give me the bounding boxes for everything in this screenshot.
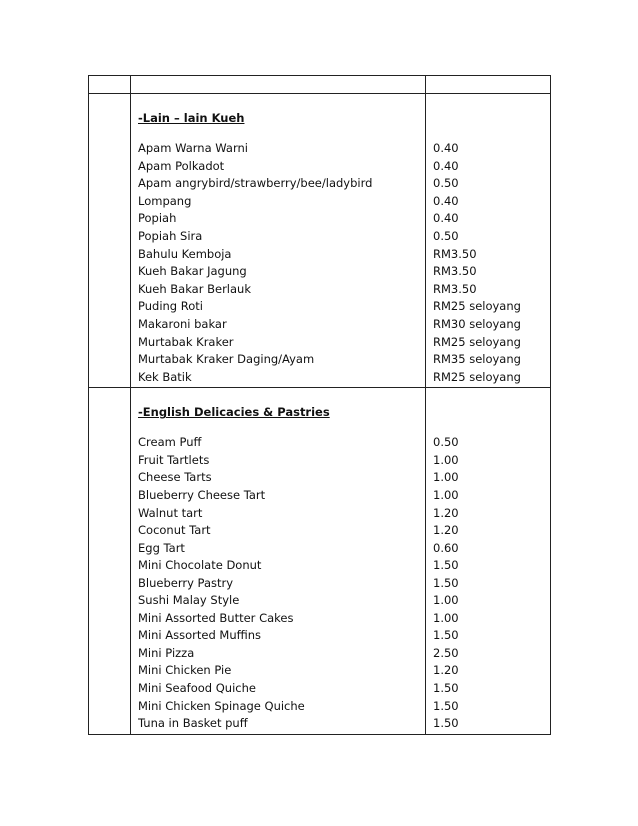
section-title: -Lain – lain Kueh [138, 111, 245, 125]
item-name: Coconut Tart [138, 523, 211, 538]
menu-table [88, 75, 551, 735]
item-name: Blueberry Pastry [138, 575, 234, 590]
item-price: 0.40 [433, 211, 459, 226]
item-price: RM35 seloyang [433, 352, 521, 367]
item-price: 1.50 [433, 716, 459, 731]
item-name: Mini Chicken Pie [138, 663, 232, 678]
item-name: Egg Tart [138, 540, 185, 555]
item-name: Cream Puff [138, 435, 202, 450]
item-name: Mini Chocolate Donut [138, 558, 262, 573]
item-name: Popiah [138, 211, 177, 226]
item-price: 0.50 [433, 435, 459, 450]
item-price: 1.00 [433, 470, 459, 485]
item-price: 1.20 [433, 663, 459, 678]
item-name: Cheese Tarts [138, 470, 212, 485]
item-price-list [433, 434, 546, 732]
item-price: 0.60 [433, 540, 459, 555]
header-row [89, 76, 551, 94]
item-name: Murtabak Kraker Daging/Ayam [138, 352, 315, 367]
item-name: Mini Chicken Spinage Quiche [138, 698, 305, 713]
item-price: 0.40 [433, 193, 459, 208]
item-price: RM25 seloyang [433, 299, 521, 314]
item-name: Apam Warna Warni [138, 141, 248, 155]
item-prices-cell [426, 388, 551, 734]
item-name: Murtabak Kraker [138, 334, 234, 349]
section-row-english-pastries [89, 388, 551, 734]
item-price-list [433, 140, 546, 386]
item-price: RM25 seloyang [433, 334, 521, 349]
item-price: RM25 seloyang [433, 369, 521, 384]
item-price: 1.00 [433, 452, 459, 467]
item-name: Mini Assorted Muffins [138, 628, 262, 643]
item-names-cell [131, 388, 426, 734]
section-blank-cell [89, 388, 131, 734]
item-price: 1.00 [433, 593, 459, 608]
item-price: 1.00 [433, 610, 459, 625]
item-name: Mini Assorted Butter Cakes [138, 610, 294, 625]
item-price: RM3.50 [433, 246, 477, 261]
item-price: 1.50 [433, 698, 459, 713]
item-name: Puding Roti [138, 299, 203, 314]
item-prices-cell [426, 94, 551, 388]
item-name: Kek Batik [138, 369, 192, 384]
section-title: -English Delicacies & Pastries [138, 405, 330, 420]
item-price: 0.40 [433, 141, 459, 155]
item-name: Bahulu Kemboja [138, 246, 232, 261]
item-name: Blueberry Cheese Tart [138, 487, 266, 502]
header-cell-blank-b [131, 76, 426, 94]
price-spacer [433, 107, 546, 129]
item-name: Mini Seafood Quiche [138, 680, 256, 695]
item-price: 0.40 [433, 158, 459, 173]
section-row-lain-kueh [89, 94, 551, 388]
item-names-cell [131, 94, 426, 388]
item-name: Kueh Bakar Berlauk [138, 281, 251, 296]
item-name: Popiah Sira [138, 228, 203, 243]
item-price: RM30 seloyang [433, 316, 521, 331]
price-spacer [433, 401, 546, 423]
item-price: 0.50 [433, 228, 459, 243]
item-name: Mini Pizza [138, 645, 195, 660]
item-price: 0.50 [433, 176, 459, 191]
item-price: 1.20 [433, 505, 459, 520]
item-name: Apam angrybird/strawberry/bee/ladybird [138, 176, 373, 191]
item-name: Walnut tart [138, 505, 203, 520]
item-price: 1.50 [433, 680, 459, 695]
item-price: 1.20 [433, 523, 459, 538]
item-name: Fruit Tartlets [138, 452, 210, 467]
item-name: Makaroni bakar [138, 316, 227, 331]
item-name-list [138, 434, 421, 732]
item-price: 1.50 [433, 628, 459, 643]
item-price: 1.00 [433, 487, 459, 502]
item-price: 1.50 [433, 558, 459, 573]
item-name: Tuna in Basket puff [138, 716, 248, 731]
item-price: RM3.50 [433, 264, 477, 279]
header-cell-blank-a [89, 76, 131, 94]
item-name: Lompang [138, 193, 192, 208]
header-cell-blank-c [426, 76, 551, 94]
item-price: 2.50 [433, 645, 459, 660]
section-blank-cell [89, 94, 131, 388]
item-name: Kueh Bakar Jagung [138, 264, 247, 279]
item-price: RM3.50 [433, 281, 477, 296]
item-name-list [138, 140, 421, 386]
item-price: 1.50 [433, 575, 459, 590]
item-name: Apam Polkadot [138, 158, 225, 173]
item-name: Sushi Malay Style [138, 593, 240, 608]
